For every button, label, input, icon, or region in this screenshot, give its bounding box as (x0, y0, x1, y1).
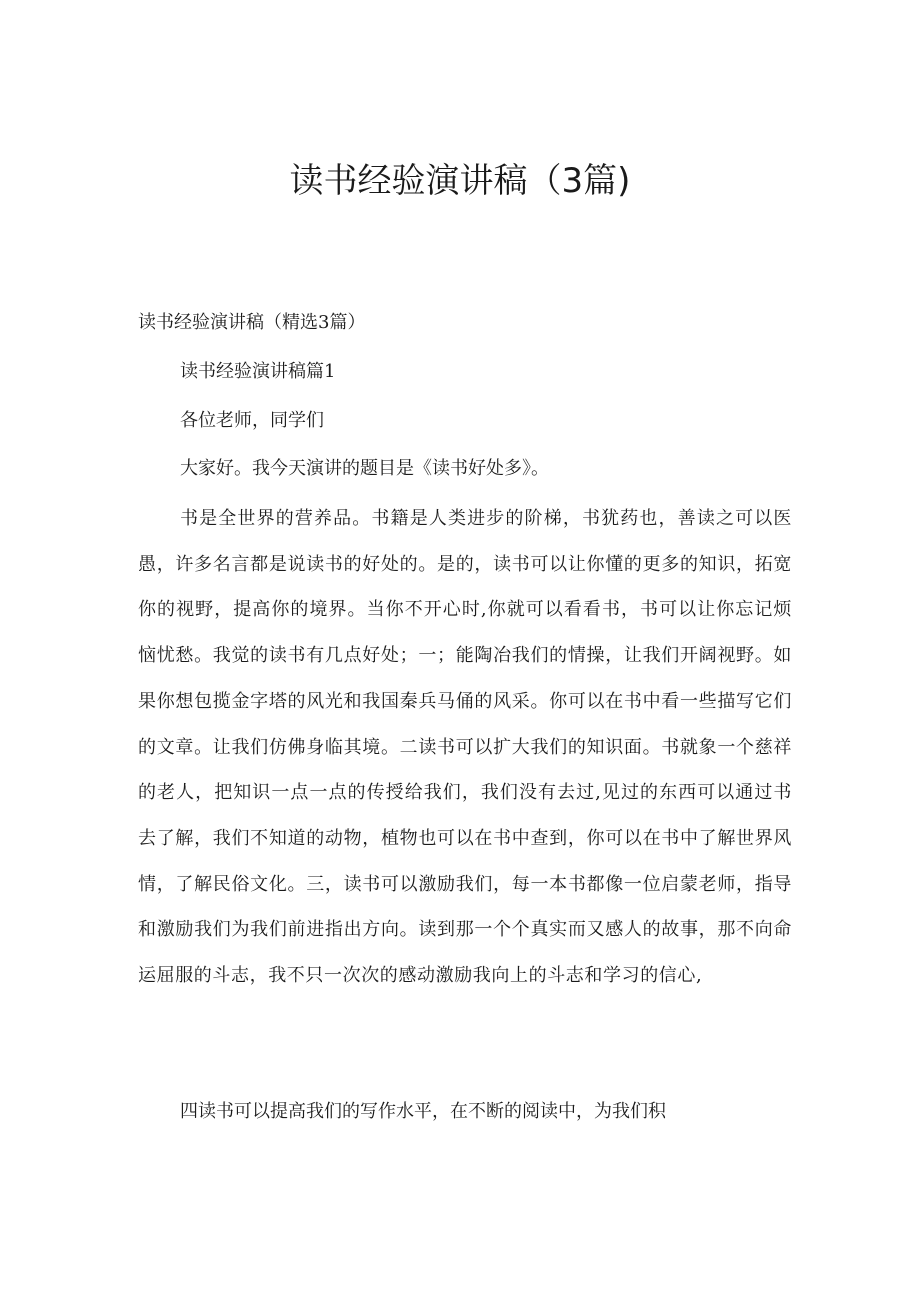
document-title: 读书经验演讲稿（3篇) (289, 161, 631, 201)
salutation-line: 各位老师，同学们 (180, 410, 324, 431)
document-subtitle: 读书经验演讲稿（精选3篇） (138, 312, 366, 333)
body-paragraph-2: 四读书可以提高我们的写作水平，在不断的阅读中，为我们积 (180, 1101, 666, 1122)
greeting-line: 大家好。我今天演讲的题目是《读书好处多》。 (180, 458, 549, 479)
body-paragraph-1: 书是全世界的营养品。书籍是人类进步的阶梯，书犹药也，善读之可以医愚，许多名言都是说读书的好处的。是的，读书可以让你懂的更多的知识，拓宽你的视野，提高你的境界。当你不开心时,你就可以看看书，书可以让你忘记烦恼忧愁。我觉的读书有几点好处；一；能陶冶我们的情操，让我们开阔视野。如果你想包揽金字塔的风光和我国秦兵马俑的风采。你可以在书中看一些描写它们的文章。让我们仿佛身临其境。二读书可以扩大我们的知识面。书就象一个慈祥的老人，把知识一点一点的传授给我们，我们没有去过,见过的东西可以通过书去了解，我们不知道的动物，植物也可以在书中查到，你可以在书中了解世界风情，了解民俗文化。三，读书可以激励我们，每一本书都像一位启蒙老师，指导和激励我们为我们前进指出方向。读到那一个个真实而又感人的故事，那不向命运屈服的斗志，我不只一次次的感动激励我向上的斗志和学习的信心, (138, 508, 792, 987)
section-heading: 读书经验演讲稿篇1 (180, 361, 336, 382)
